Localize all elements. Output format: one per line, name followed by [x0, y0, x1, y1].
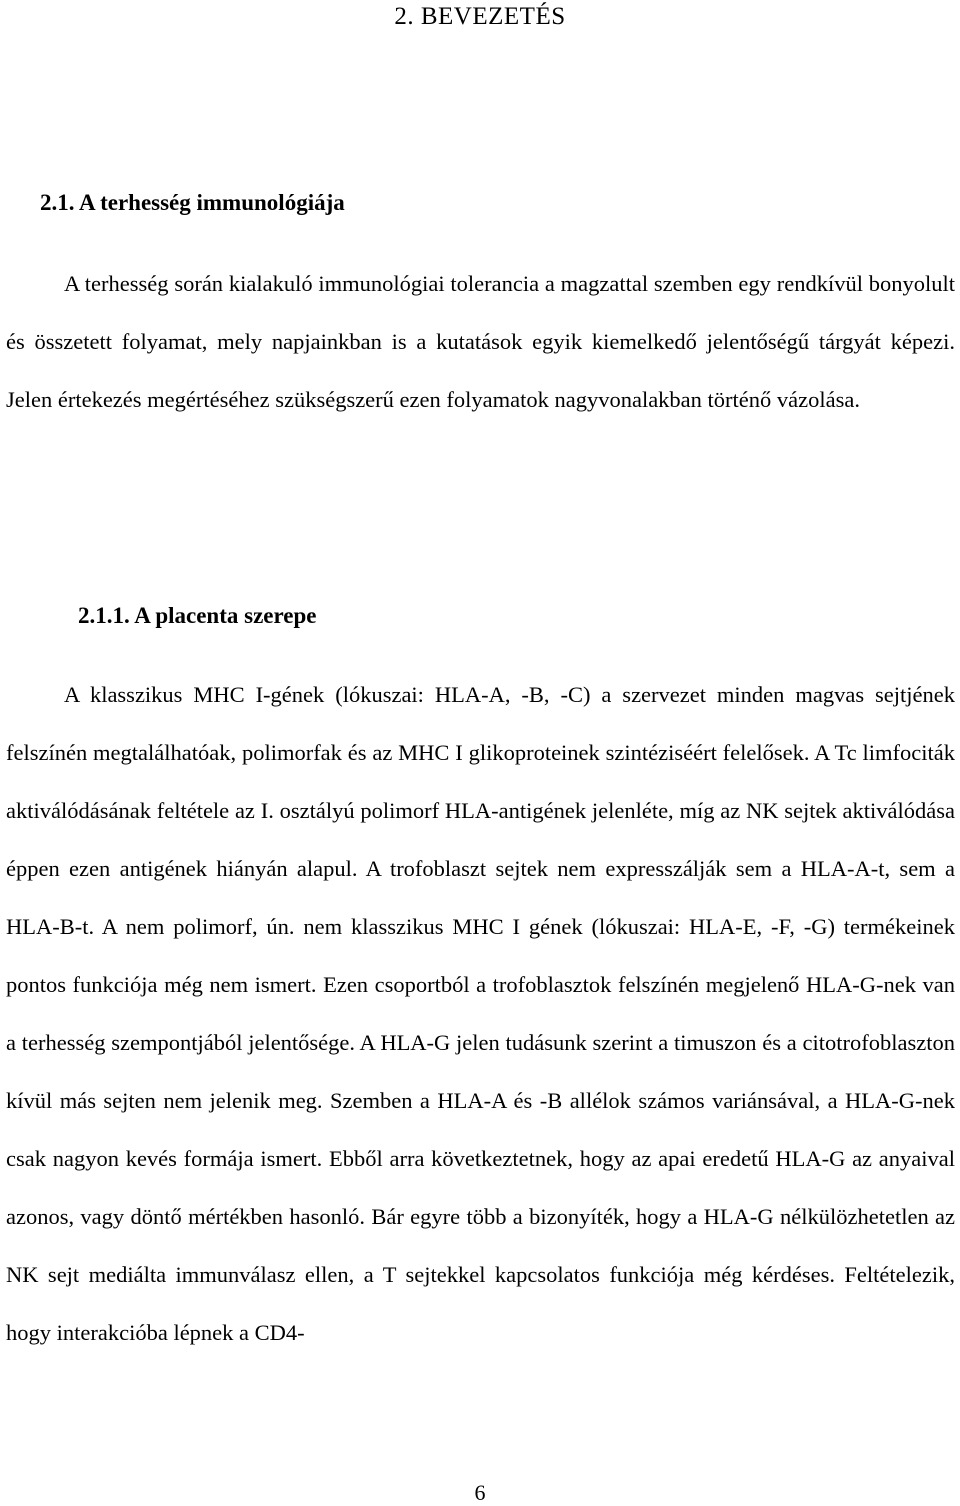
section-heading: 2.1. A terhesség immunológiája [40, 190, 345, 215]
chapter-title: 2. BEVEZETÉS [394, 3, 566, 30]
subsection-body-paragraph: A klasszikus MHC I-gének (lókuszai: HLA-A, -B, -C) a szervezet minden magvas sejtjének felszínén megtalálhatóak, polimorfak és az MHC I glikoproteinek szintéziséért felelősek. A Tc limfociták aktiválódásának feltétele az I. osztályú polimorf HLA-antigének jelenléte, míg az NK sejtek aktiválódása éppen ezen antigének hiányán alapul. A trofoblaszt sejtek nem expresszálják sem a HLA-A-t, sem a HLA-B-t. A nem polimorf, ún. nem klasszikus MHC I gének (lókuszai: HLA-E, -F, -G) termékeinek pontos funkciója még nem ismert. Ezen csoportból a trofoblasztok felszínén megjelenő HLA-G-nek van a terhesség szempontjából jelentősége. A HLA-G jelen tudásunk szerint a timuszon és a citotrofoblaszton kívül más sejten nem jelenik meg. Szemben a HLA-A és -B allélok számos variánsával, a HLA-G-nek csak nagyon kevés formája ismert. Ebből arra következtetnek, hogy az apai eredetű HLA-G az anyaival azonos, vagy döntő mértékben hasonló. Bár egyre több a bizonyíték, hogy a HLA-G nélkülözhetetlen az NK sejt mediálta immunválasz ellen, a T sejtekkel kapcsolatos funkciója még kérdéses. Feltételezik, hogy interakcióba lépnek a CD4- [6, 682, 955, 1345]
subsection-heading: 2.1.1. A placenta szerepe [78, 603, 317, 628]
page-number: 6 [474, 1480, 486, 1505]
section-intro-paragraph: A terhesség során kialakuló immunológiai tolerancia a magzattal szemben egy rendkívül bonyolult és összetett folyamat, mely napjainkban is a kutatások egyik kiemelkedő jelentőségű tárgyát képezi. Jelen értekezés megértéséhez szükségszerű ezen folyamatok nagyvonalakban történő vázolása. [6, 271, 955, 412]
